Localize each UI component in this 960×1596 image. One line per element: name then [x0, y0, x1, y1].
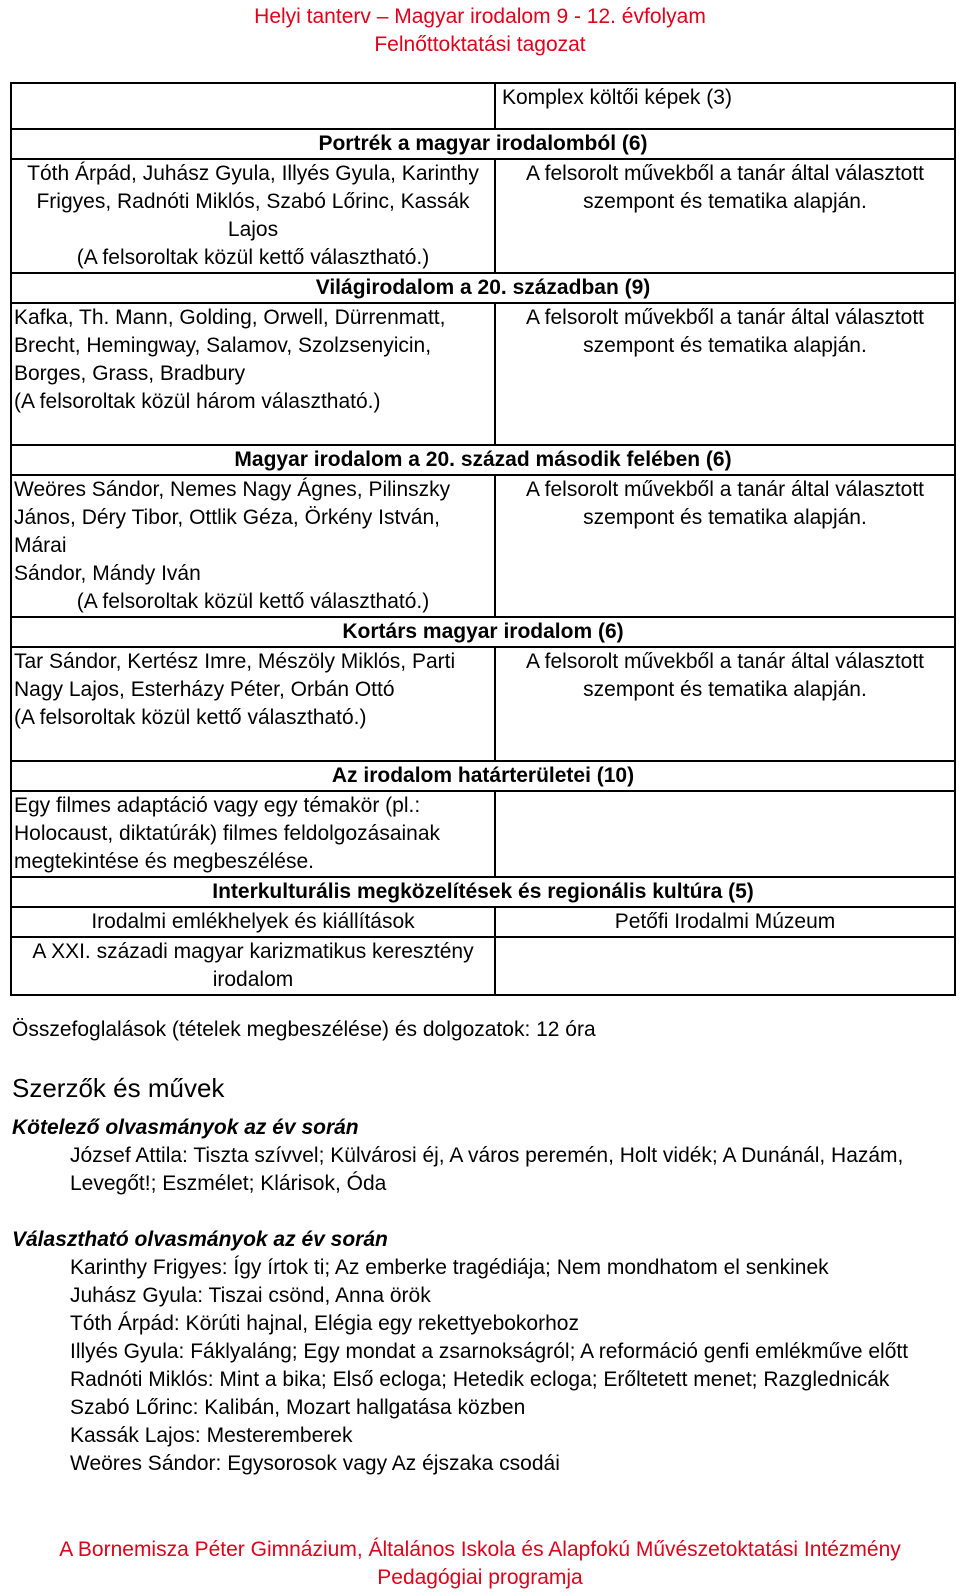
criteria-line: szempont és tematika alapján.	[583, 678, 867, 701]
table-cell-empty	[11, 83, 495, 129]
required-readings-list	[70, 1142, 940, 1198]
section-title: Világirodalom a 20. században (9)	[11, 273, 955, 303]
authors-line: Borges, Grass, Bradbury	[14, 362, 246, 385]
criteria-line: A felsorolt művekből a tanár által választott	[525, 478, 925, 501]
criteria-line: A felsorolt művekből a tanár által választott	[525, 162, 925, 185]
section-authors	[11, 303, 495, 445]
criteria-line: szempont és tematika alapján.	[583, 506, 867, 529]
optional-readings-list	[70, 1254, 940, 1478]
authors-note: (A felsoroltak közül három választható.)	[14, 390, 381, 413]
section-title: Az irodalom határterületei (10)	[11, 761, 955, 791]
footer-institution: A Bornemisza Péter Gimnázium, Általános Iskola és Alapfokú Művészetoktatási Intézmény	[59, 1538, 901, 1561]
authors-line: Tóth Árpád, Juhász Gyula, Illyés Gyula, Karinthy	[27, 162, 479, 185]
list-item: Radnóti Miklós: Mint a bika; Első ecloga; Hetedik ecloga; Erőltetett menet; Razglednicák	[70, 1368, 890, 1391]
section-title: Kortárs magyar irodalom (6)	[11, 617, 955, 647]
section-criteria	[495, 303, 955, 445]
section-authors	[11, 647, 495, 761]
table-cell-empty	[495, 937, 955, 995]
summary-text: Összefoglalások (tételek megbeszélése) és dolgozatok: 12 óra	[12, 1018, 596, 1041]
authors-line: Frigyes, Radnóti Miklós, Szabó Lőrinc, Kassák Lajos	[36, 190, 470, 241]
section-authors	[11, 159, 495, 273]
criteria-line: A felsorolt művekből a tanár által választott	[525, 306, 925, 329]
authors-line: Weöres Sándor, Nemes Nagy Ágnes, Pilinszky	[14, 478, 451, 501]
list-item: Karinthy Frigyes: Így írtok ti; Az emberke tragédiája; Nem mondhatom el senkinek	[70, 1256, 829, 1279]
authors-line: Tar Sándor, Kertész Imre, Mészöly Miklós, Parti	[14, 650, 456, 673]
required-readings-heading: Kötelező olvasmányok az év során	[12, 1116, 359, 1139]
section-authors	[11, 791, 495, 877]
list-item: Weöres Sándor: Egysorosok vagy Az éjszaka csodái	[70, 1452, 560, 1475]
criteria-line: szempont és tematika alapján.	[583, 334, 867, 357]
authors-line: Egy filmes adaptáció vagy egy témakör (pl.:	[14, 794, 421, 817]
authors-note: (A felsoroltak közül kettő választható.)	[76, 590, 430, 613]
authors-note: (A felsoroltak közül kettő választható.)	[76, 246, 430, 269]
list-item: Tóth Árpád: Körúti hajnal, Elégia egy rekettyebokorhoz	[70, 1312, 579, 1335]
authors-note: (A felsoroltak közül kettő választható.)	[14, 706, 367, 729]
criteria-line: szempont és tematika alapján.	[583, 190, 867, 213]
authors-line: Nagy Lajos, Esterházy Péter, Orbán Ottó	[14, 678, 395, 701]
list-item: Juhász Gyula: Tiszai csönd, Anna örök	[70, 1284, 431, 1307]
authors-line: Sándor, Mándy Iván	[14, 562, 201, 585]
list-item: József Attila: Tiszta szívvel; Külvárosi éj, A város peremén, Holt vidék; A Dunánál, Hazám,	[70, 1144, 904, 1167]
page-footer	[0, 1536, 960, 1592]
curriculum-table	[10, 82, 956, 996]
charismatic-literature-cell	[11, 937, 495, 995]
cell-line: A XXI. századi magyar karizmatikus keresztény	[32, 940, 474, 963]
section-criteria	[495, 159, 955, 273]
authors-line: Holocaust, diktatúrák) filmes feldolgozásainak	[14, 822, 441, 845]
list-item: Illyés Gyula: Fáklyaláng; Egy mondat a zsarnokságról; A reformáció genfi emlékműve előtt	[70, 1340, 909, 1363]
criteria-line: A felsorolt művekből a tanár által választott	[525, 650, 925, 673]
authors-and-works-heading: Szerzők és művek	[12, 1073, 225, 1103]
cell-line: irodalom	[212, 968, 294, 991]
section-criteria	[495, 647, 955, 761]
page-header	[0, 3, 960, 59]
header-title: Helyi tanterv – Magyar irodalom 9 - 12. évfolyam	[254, 5, 706, 28]
list-item: Kassák Lajos: Mesteremberek	[70, 1424, 353, 1447]
authors-line: Kafka, Th. Mann, Golding, Orwell, Dürrenmatt,	[14, 306, 446, 329]
authors-line: megtekintése és megbeszélése.	[14, 850, 314, 873]
optional-readings-heading: Választható olvasmányok az év során	[12, 1228, 388, 1251]
museum-cell: Petőfi Irodalmi Múzeum	[495, 907, 955, 937]
section-title: Magyar irodalom a 20. század második felében (6)	[11, 445, 955, 475]
footer-program: Pedagógiai programja	[377, 1566, 583, 1589]
authors-line: Brecht, Hemingway, Salamov, Szolzsenyicin,	[14, 334, 432, 357]
section-authors	[11, 475, 495, 617]
list-item: Levegőt!; Eszmélet; Klárisok, Óda	[70, 1172, 387, 1195]
authors-line: János, Déry Tibor, Ottlik Géza, Örkény István, Márai	[14, 506, 440, 557]
section-title: Portrék a magyar irodalomból (6)	[11, 129, 955, 159]
section-criteria	[495, 475, 955, 617]
header-subtitle: Felnőttoktatási tagozat	[374, 33, 586, 56]
section-title: Interkulturális megközelítések és regionális kultúra (5)	[11, 877, 955, 907]
memorial-sites-cell: Irodalmi emlékhelyek és kiállítások	[11, 907, 495, 937]
table-cell-empty	[495, 791, 955, 877]
table-cell-topic	[495, 83, 955, 129]
list-item: Szabó Lőrinc: Kalibán, Mozart hallgatása közben	[70, 1396, 526, 1419]
topic-label: Komplex költői képek (3)	[502, 86, 732, 109]
